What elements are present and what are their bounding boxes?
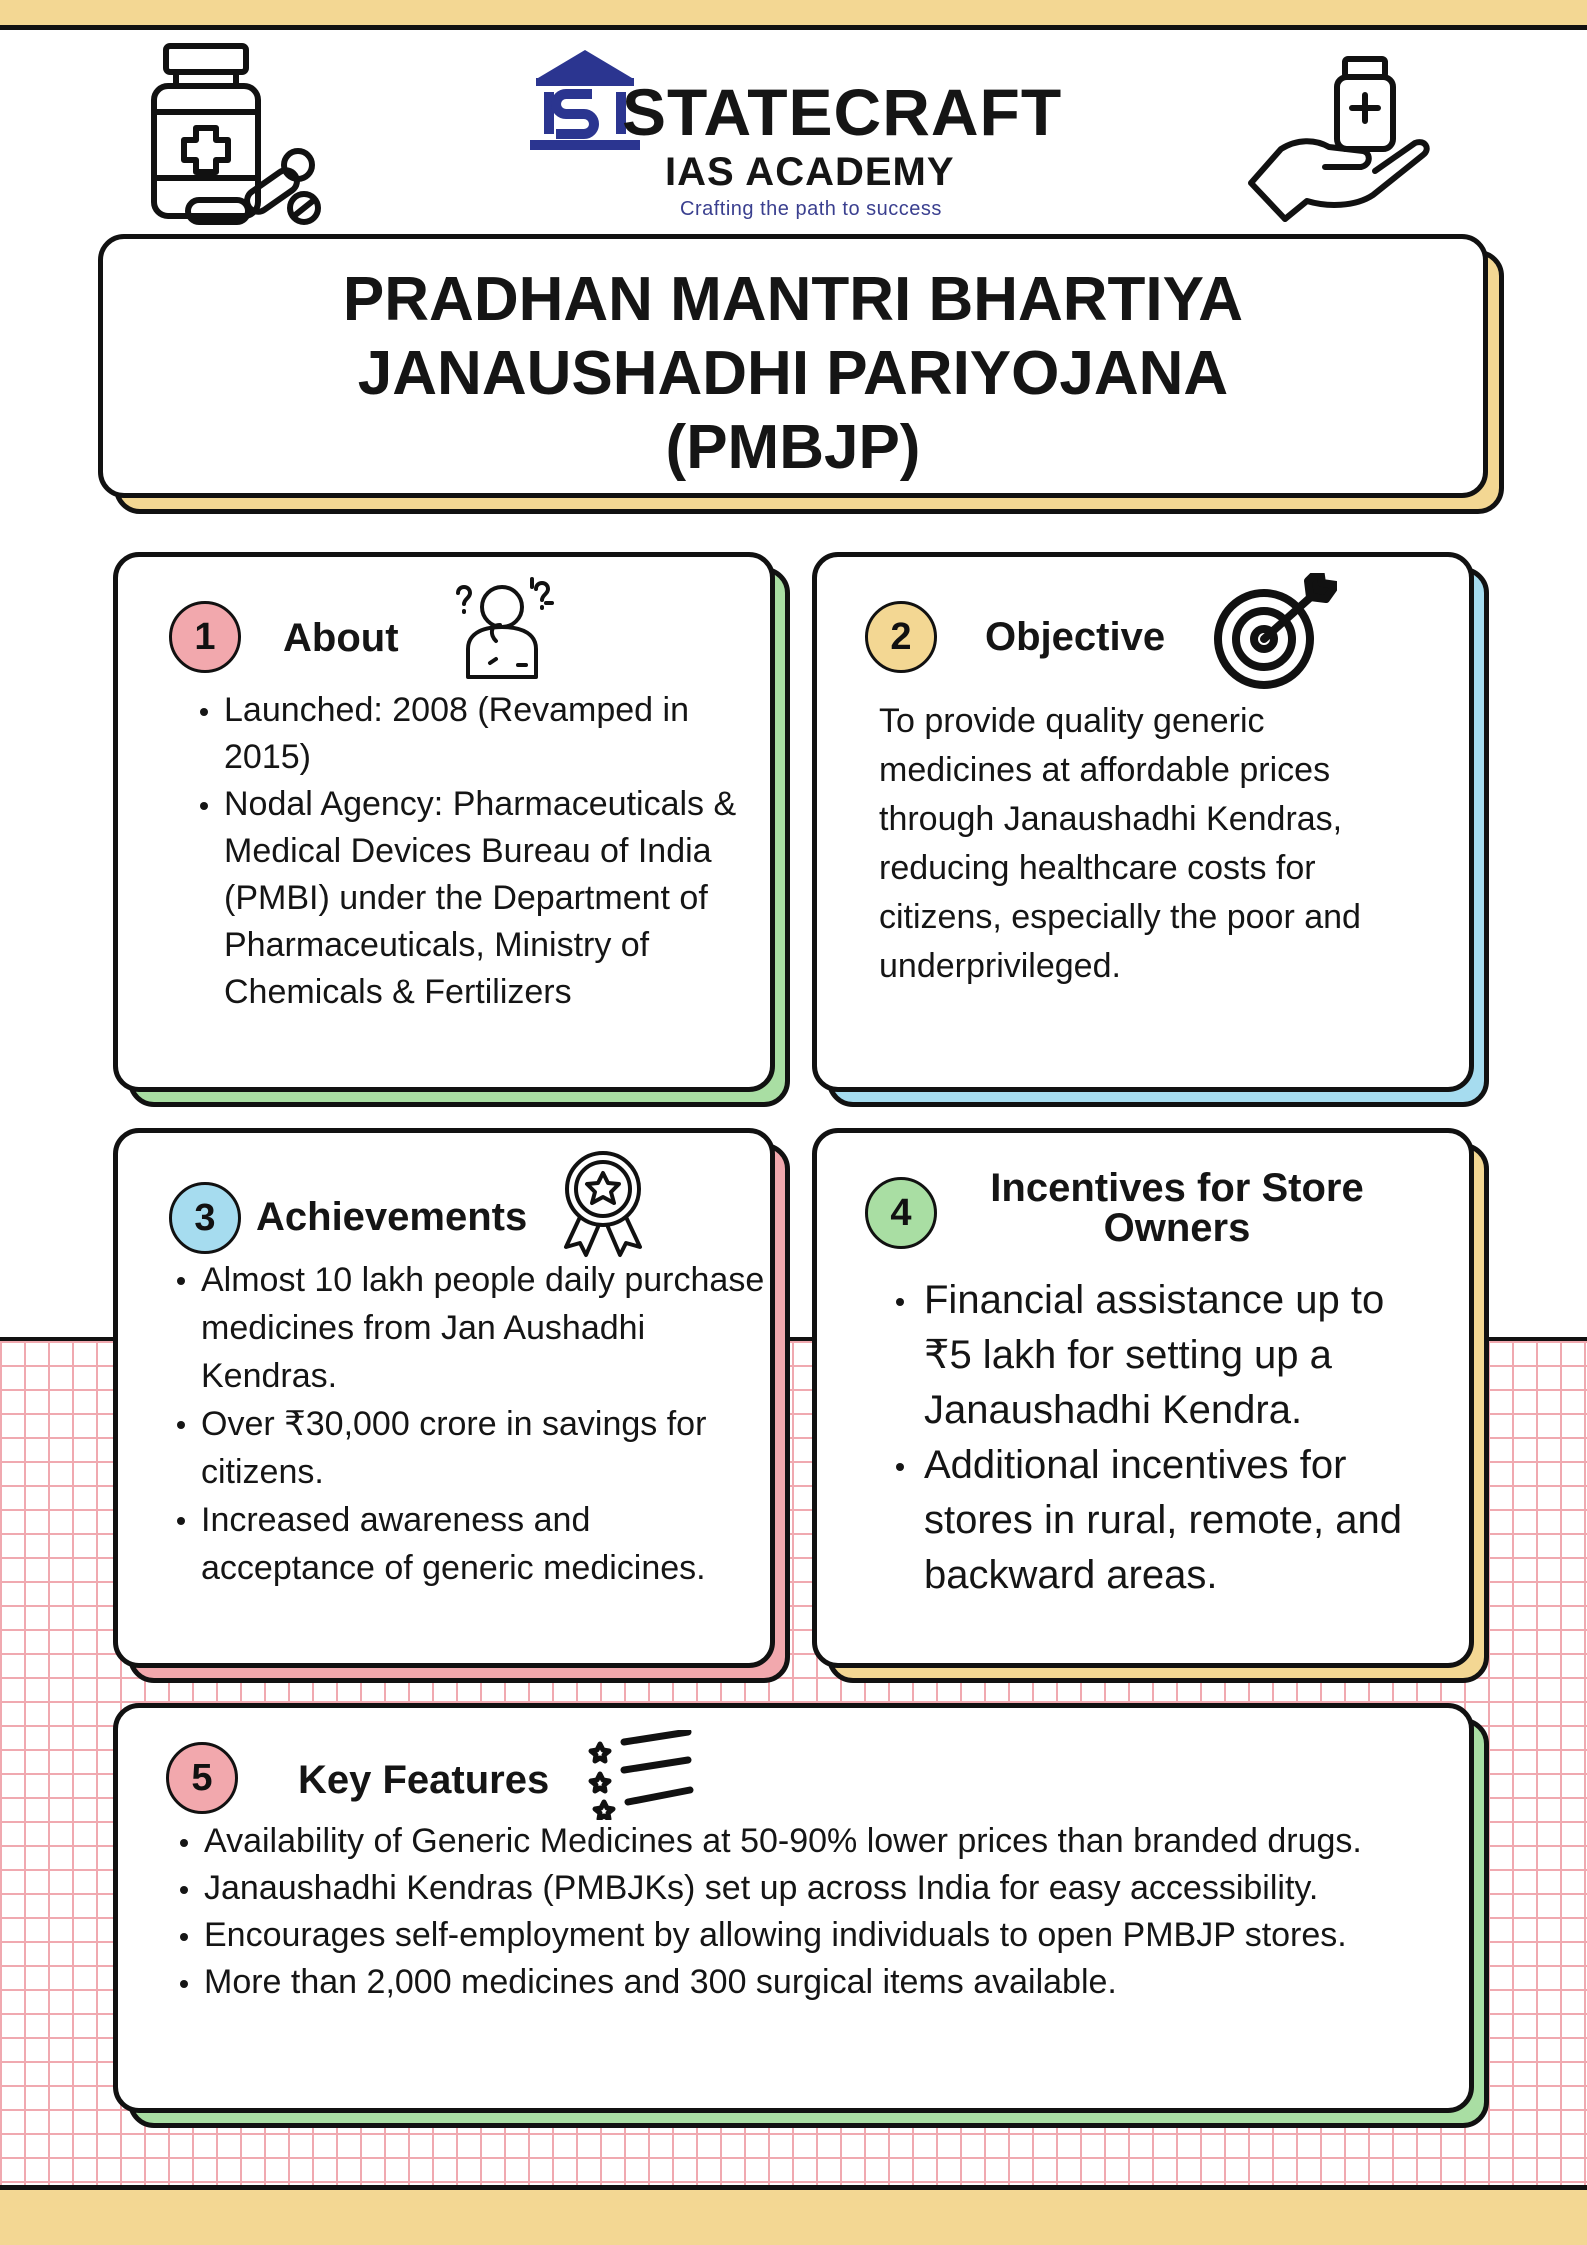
section-number-badge: 1 — [169, 601, 241, 673]
top-band — [0, 0, 1587, 30]
section-number-badge: 5 — [166, 1742, 238, 1814]
achievements-list — [175, 1256, 765, 1592]
achievements-card — [113, 1128, 775, 1668]
checklist-stars-icon — [588, 1730, 698, 1820]
title-line-1: PRADHAN MANTRI BHARTIYA — [342, 265, 1244, 334]
title-line-2: JANAUSHADHI PARIYOJANA — [357, 339, 1229, 408]
list-item: Almost 10 lakh people daily purchase medicines from Jan Aushadhi Kendras. — [175, 1256, 765, 1400]
about-card — [113, 552, 775, 1092]
bottom-band — [0, 2185, 1587, 2245]
incentives-card — [812, 1128, 1474, 1668]
about-list — [198, 687, 748, 1016]
objective-text: To provide quality generic medicines at affordable prices through Janaushadhi Kendras, reducing healthcare costs for citizens, especially the poor and underprivileged. — [879, 702, 1361, 985]
list-item: Encourages self-employment by allowing individuals to open PMBJP stores. — [178, 1912, 1468, 1959]
list-item: Availability of Generic Medicines at 50-90% lower prices than branded drugs. — [178, 1818, 1468, 1865]
medicine-bottle-pills-icon — [148, 40, 328, 225]
list-item: Janaushadhi Kendras (PMBJKs) set up across India for easy accessibility. — [178, 1865, 1468, 1912]
logo-subtitle: IAS ACADEMY — [665, 150, 955, 194]
statecraft-logo — [530, 48, 1070, 228]
target-dart-icon — [1212, 573, 1337, 693]
incentives-list — [894, 1273, 1439, 1603]
confused-person-icon — [448, 573, 558, 683]
list-item: Launched: 2008 (Revamped in 2015) — [198, 687, 748, 781]
title-line-3: (PMBJP) — [665, 413, 921, 482]
objective-card — [812, 552, 1474, 1092]
award-ribbon-icon — [558, 1149, 648, 1259]
heading-line-2: Owners — [1103, 1206, 1251, 1250]
section-number-badge: 4 — [865, 1177, 937, 1249]
hand-holding-medicine-icon — [1245, 55, 1440, 225]
section-number-badge: 3 — [169, 1182, 241, 1254]
title-card — [98, 234, 1488, 498]
section-heading: Achievements — [256, 1195, 528, 1239]
list-item: Financial assistance up to ₹5 lakh for setting up a Janaushadhi Kendra. — [894, 1273, 1439, 1438]
features-list — [178, 1818, 1468, 2006]
logo-tagline: Crafting the path to success — [680, 198, 942, 220]
list-item: Over ₹30,000 crore in savings for citizens. — [175, 1400, 765, 1496]
list-item: Increased awareness and acceptance of generic medicines. — [175, 1496, 765, 1592]
list-item: More than 2,000 medicines and 300 surgical items available. — [178, 1959, 1468, 2006]
page-title — [103, 263, 1483, 485]
logo-wordmark: STATECRAFT — [622, 75, 1063, 149]
section-heading: Key Features — [298, 1758, 550, 1802]
section-heading: Objective — [985, 615, 1166, 659]
list-item: Additional incentives for stores in rural, remote, and backward areas. — [894, 1438, 1439, 1603]
features-card — [113, 1703, 1474, 2113]
section-heading — [957, 1168, 1397, 1248]
heading-line-1: Incentives for Store — [990, 1166, 1364, 1210]
list-item: Nodal Agency: Pharmaceuticals & Medical Devices Bureau of India (PMBI) under the Department of Pharmaceuticals, Ministry of Chemicals & Fertilizers — [198, 781, 748, 1016]
section-heading: About — [283, 616, 399, 660]
section-number-badge: 2 — [865, 601, 937, 673]
